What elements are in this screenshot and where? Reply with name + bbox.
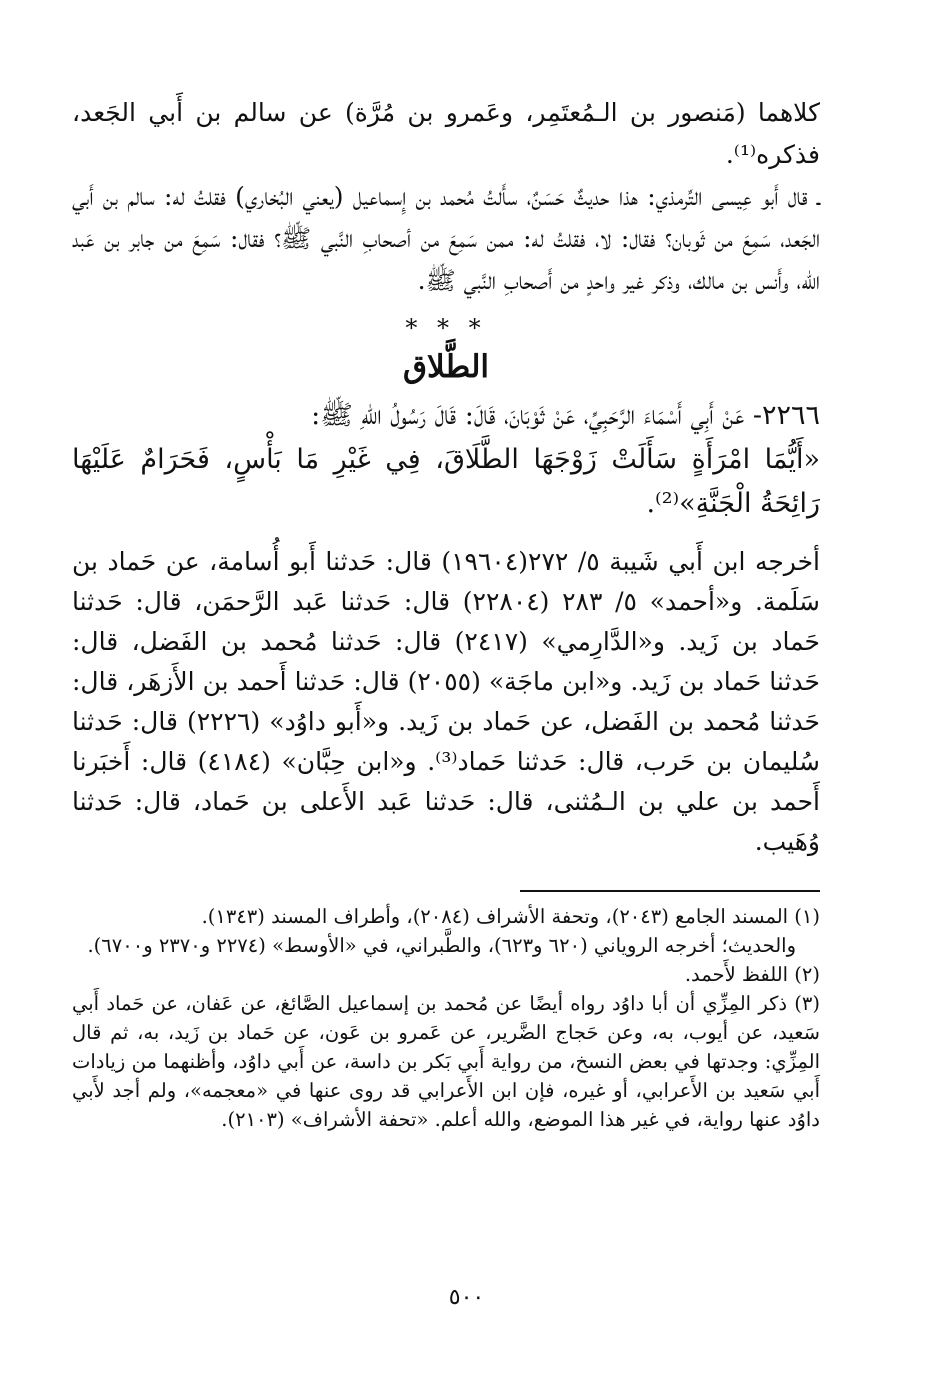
tirmidhi-comment: ـ قال أَبو عِيسى التِّرمذي: هذا حديثٌ حَسَنٌ، سأَلتُ مُحمد بن إِسماعيل (يعني البُخاري) فقلتُ له: سالم بن أَبي الجَعد، سَمِعَ من ثَوبان؟ فقال: لا، فقلتُ له: ممن سَمِعَ من أصحابِ النَّبي ﷺ؟ فقال: سَمِعَ من جابر بن عَبد الله، وأَنس بن مالك، وذكر غير واحدٍ من أَصحابِ النَّبي ﷺ. <box>72 182 820 295</box>
page-number: ٥٠٠ <box>448 1285 485 1310</box>
section-separator: * * * <box>405 314 487 342</box>
intro-line: كلاهما (مَنصور بن الـمُعتَمِر، وعَمرو بن مُرَّة) عن سالم بن أَبي الجَعد، فذكره⁽¹⁾. <box>72 98 820 169</box>
hadith-isnad: ٢٢٦٦- عَنْ أَبِي أَسْمَاءَ الرَّحَبِيِّ، عَنْ ثَوْبَانَ، قَالَ: قَالَ رَسُولُ اللهِ ﷺ: <box>311 400 820 431</box>
footnote-3: (٣) ذكر المِزِّي أن أبا داوُد رواه أيضًا عن مُحمد بن إسماعيل الصَّائغ، عن عَفان، عن حَماد أَبي سَعيد، عن أيوب، به، وعن حَجاج الضَّرير، عن عَمرو بن عَون، عن حَماد بن زَيد، به، ثم قال المِزِّي: وجدتها في بعض النسخ، من رواية أَبي بَكر بن داسة، عن أَبي داوُد، وأظنهما من زيادات أَبي سَعيد بن الأَعرابي، أو غيره، فإن ابن الأَعرابي قد روى عنها في «معجمه»، ولم أجد لأَبي داوُد عنها رواية، في غير هذا الموضع، والله أعلم. «تحفة الأشراف» (٢١٠٣). <box>72 992 820 1131</box>
footnote-1: (١) المسند الجامع (٢٠٤٣)، وتحفة الأشراف (٢٠٨٤)، وأطراف المسند (١٣٤٣). <box>201 905 820 928</box>
footnote-1-continuation: والحديث؛ أخرجه الروياني (٦٢٠ و٦٢٣)، والطَّبراني، في «الأوسط» (٢٢٧٤ و٢٣٧٠ و٦٧٠٠). <box>87 934 796 957</box>
takhrij-paragraph: أخرجه ابن أَبي شَيبة ٥/ ٢٧٢(١٩٦٠٤) قال: حَدثنا أَبو أُسامة، عن حَماد بن سَلَمة. و«أحمد» ٥/ ٢٨٣ (٢٢٨٠٤) قال: حَدثنا عَبد الرَّحمَن، قال: حَدثنا حَماد بن زَيد. و«الدَّارِمي» (٢٤١٧) قال: حَدثنا مُحمد بن الفَضل، قال: حَدثنا حَماد بن زَيد. و«ابن ماجَة» (٢٠٥٥) قال: حَدثنا أَحمد بن الأَزهَر، قال: حَدثنا مُحمد بن الفَضل، عن حَماد بن زَيد. و«أَبو داوُد» (٢٢٢٦) قال: حَدثنا سُليمان بن حَرب، قال: حَدثنا حَماد⁽³⁾. و«ابن حِبَّان» (٤١٨٤) قال: أَخبَرنا أَحمد بن علي بن الـمُثنى، قال: حَدثنا عَبد الأَعلى بن حَماد، قال: حَدثنا وُهَيب. <box>72 547 821 856</box>
hadith-matn: «أَيُّمَا امْرَأَةٍ سَأَلَتْ زَوْجَهَا الطَّلَاقَ، فِي غَيْرِ مَا بَأْسٍ، فَحَرَامٌ عَلَيْهَا رَائِحَةُ الْجَنَّةِ»⁽²⁾. <box>72 444 820 519</box>
page-body <box>72 92 820 1134</box>
footnote-2: (٢) اللفظ لأَحمد. <box>684 963 820 986</box>
footnote-divider <box>520 890 820 892</box>
chapter-title: الطَّلاق <box>402 349 490 385</box>
